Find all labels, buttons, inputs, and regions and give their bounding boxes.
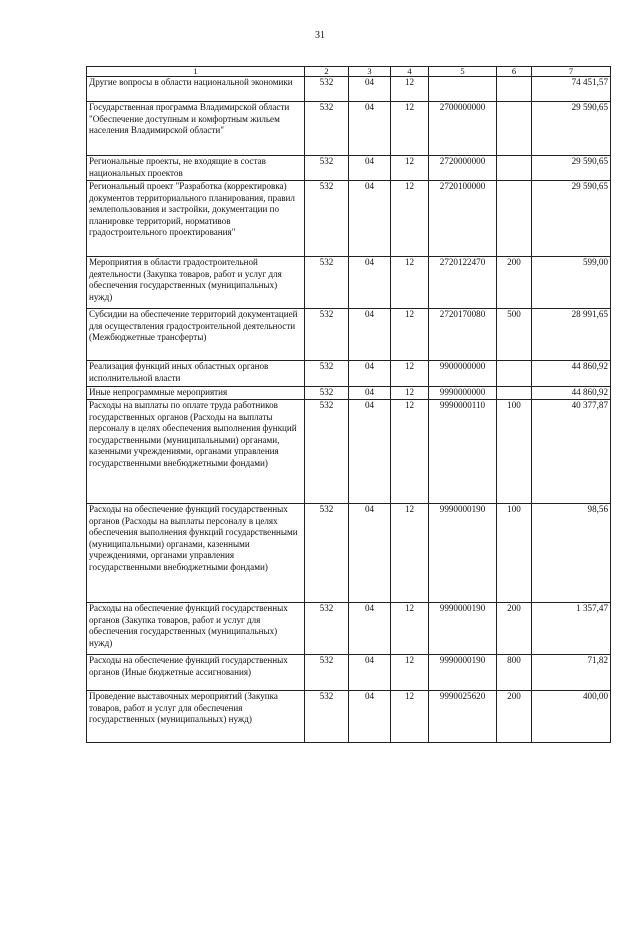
row-vr <box>497 102 532 156</box>
row-pr: 12 <box>391 655 429 691</box>
row-pr: 12 <box>391 603 429 655</box>
row-vr: 200 <box>497 691 532 743</box>
row-csr: 9990000190 <box>429 603 497 655</box>
row-name: Мероприятия в области градостроительной деятельности (Закупка товаров, работ и услуг для обеспечения государственных (муниципальных) нужд) <box>87 257 305 309</box>
table-row <box>87 309 611 361</box>
column-header: 4 <box>391 67 429 77</box>
row-sum: 74 451,57 <box>532 77 611 102</box>
row-pr: 12 <box>391 387 429 400</box>
row-name: Региональный проект "Разработка (корректировка) документов территориального планирования, правил землепользования и застройки, документации по планировке территорий, нормативов градостроительного проектирования" <box>87 181 305 257</box>
row-pr: 12 <box>391 400 429 504</box>
row-vr <box>497 361 532 387</box>
row-rz: 04 <box>349 257 391 309</box>
table-row <box>87 504 611 603</box>
table-row <box>87 387 611 400</box>
row-csr: 2720122470 <box>429 257 497 309</box>
row-csr: 9990000190 <box>429 655 497 691</box>
row-vr: 100 <box>497 504 532 603</box>
row-rz: 04 <box>349 361 391 387</box>
row-rz: 04 <box>349 691 391 743</box>
row-pr: 12 <box>391 257 429 309</box>
row-sum: 71,82 <box>532 655 611 691</box>
row-pr: 12 <box>391 181 429 257</box>
row-vr: 200 <box>497 603 532 655</box>
row-name: Реализация функций иных областных органов исполнительной власти <box>87 361 305 387</box>
row-rz: 04 <box>349 102 391 156</box>
row-sum: 40 377,87 <box>532 400 611 504</box>
column-header: 1 <box>87 67 305 77</box>
row-csr: 9900000000 <box>429 361 497 387</box>
row-ved: 532 <box>305 361 349 387</box>
row-vr: 800 <box>497 655 532 691</box>
row-vr <box>497 181 532 257</box>
row-csr: 2720000000 <box>429 156 497 181</box>
row-name: Проведение выставочных мероприятий (Закупка товаров, работ и услуг для обеспечения государственных (муниципальных) нужд) <box>87 691 305 743</box>
row-vr <box>497 156 532 181</box>
row-rz: 04 <box>349 387 391 400</box>
table-row <box>87 77 611 102</box>
row-rz: 04 <box>349 603 391 655</box>
table-row <box>87 181 611 257</box>
table-row <box>87 655 611 691</box>
row-sum: 29 590,65 <box>532 102 611 156</box>
table-row <box>87 691 611 743</box>
row-sum: 400,00 <box>532 691 611 743</box>
row-csr: 2720100000 <box>429 181 497 257</box>
row-name: Региональные проекты, не входящие в состав национальных проектов <box>87 156 305 181</box>
row-sum: 1 357,47 <box>532 603 611 655</box>
row-vr: 100 <box>497 400 532 504</box>
row-name: Иные непрограммные мероприятия <box>87 387 305 400</box>
row-csr: 9990025620 <box>429 691 497 743</box>
row-ved: 532 <box>305 691 349 743</box>
row-name: Расходы на обеспечение функций государственных органов (Закупка товаров, работ и услуг для обеспечения государственных (муниципальных) нужд) <box>87 603 305 655</box>
row-rz: 04 <box>349 655 391 691</box>
row-ved: 532 <box>305 156 349 181</box>
row-pr: 12 <box>391 504 429 603</box>
row-pr: 12 <box>391 156 429 181</box>
row-pr: 12 <box>391 691 429 743</box>
row-csr: 9990000190 <box>429 504 497 603</box>
column-header: 6 <box>497 67 532 77</box>
row-vr: 500 <box>497 309 532 361</box>
column-header: 7 <box>532 67 611 77</box>
row-pr: 12 <box>391 309 429 361</box>
row-vr: 200 <box>497 257 532 309</box>
row-ved: 532 <box>305 102 349 156</box>
row-sum: 29 590,65 <box>532 181 611 257</box>
row-rz: 04 <box>349 309 391 361</box>
row-ved: 532 <box>305 504 349 603</box>
row-csr: 2720170080 <box>429 309 497 361</box>
row-name: Другие вопросы в области национальной экономики <box>87 77 305 102</box>
row-rz: 04 <box>349 77 391 102</box>
column-header: 2 <box>305 67 349 77</box>
row-sum: 599,00 <box>532 257 611 309</box>
row-sum: 44 860,92 <box>532 361 611 387</box>
header-row <box>87 67 611 77</box>
row-sum: 28 991,65 <box>532 309 611 361</box>
row-name: Расходы на выплаты по оплате труда работников государственных органов (Расходы на выплаты персоналу в целях обеспечения выполнения функций государственными (муниципальными) органами, казенными учреждениями, органами управления государственными внебюджетными фондами) <box>87 400 305 504</box>
row-name: Государственная программа Владимирской области "Обеспечение доступным и комфортным жильем населения Владимирской области" <box>87 102 305 156</box>
row-ved: 532 <box>305 309 349 361</box>
row-sum: 44 860,92 <box>532 387 611 400</box>
row-vr <box>497 77 532 102</box>
row-ved: 532 <box>305 257 349 309</box>
table-row <box>87 156 611 181</box>
row-sum: 98,56 <box>532 504 611 603</box>
row-rz: 04 <box>349 400 391 504</box>
table-row <box>87 257 611 309</box>
row-ved: 532 <box>305 77 349 102</box>
column-header: 5 <box>429 67 497 77</box>
row-csr: 9990000000 <box>429 387 497 400</box>
row-ved: 532 <box>305 655 349 691</box>
row-csr <box>429 77 497 102</box>
row-rz: 04 <box>349 156 391 181</box>
column-header: 3 <box>349 67 391 77</box>
row-csr: 2700000000 <box>429 102 497 156</box>
row-ved: 532 <box>305 181 349 257</box>
row-name: Субсидии на обеспечение территорий документацией для осуществления градостроительной деятельности (Межбюджетные трансферты) <box>87 309 305 361</box>
row-ved: 532 <box>305 387 349 400</box>
row-pr: 12 <box>391 102 429 156</box>
row-name: Расходы на обеспечение функций государственных органов (Расходы на выплаты персоналу в целях обеспечения выполнения функций государственными (муниципальными) органами, казенными учреждениями, органами управления государственными внебюджетными фондами) <box>87 504 305 603</box>
row-rz: 04 <box>349 504 391 603</box>
row-pr: 12 <box>391 361 429 387</box>
row-ved: 532 <box>305 603 349 655</box>
page-number: 31 <box>315 30 325 41</box>
table-row <box>87 361 611 387</box>
row-sum: 29 590,65 <box>532 156 611 181</box>
row-name: Расходы на обеспечение функций государственных органов (Иные бюджетные ассигнования) <box>87 655 305 691</box>
row-rz: 04 <box>349 181 391 257</box>
row-vr <box>497 387 532 400</box>
table-row <box>87 603 611 655</box>
table-row <box>87 102 611 156</box>
row-pr: 12 <box>391 77 429 102</box>
row-ved: 532 <box>305 400 349 504</box>
row-csr: 9990000110 <box>429 400 497 504</box>
budget-table <box>86 66 611 743</box>
table-row <box>87 400 611 504</box>
